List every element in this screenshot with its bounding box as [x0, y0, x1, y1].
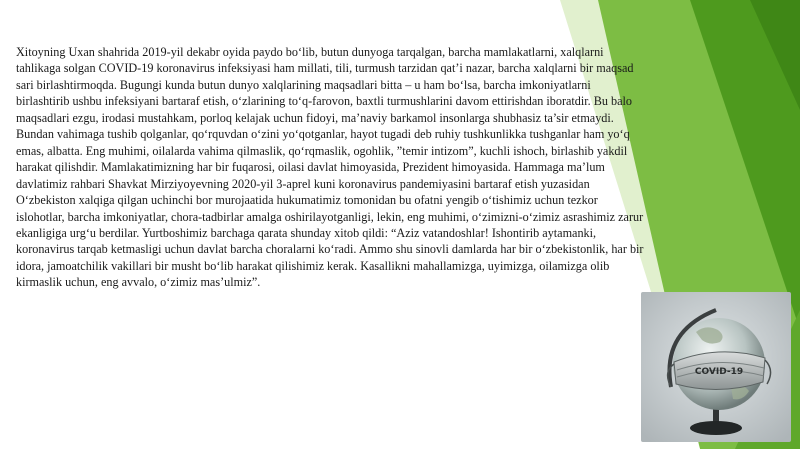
- slide-body-text: Xitoyning Uxan shahrida 2019-yil dekabr oyida paydo bo‘lib, butun dunyoga tarqalgan, barcha mamlakatlarni, xalqlarni tahlikaga solgan COVID-19 koronavirus infeksiyasi ham millati, tili, turmush tarzidan qat’i nazar, barcha xalqlarni bir maqsad sari birlashtirmoqda. Bugungi kunda butun dunyo xalqlarining maqsadlari bitta – u ham bo‘lsa, barcha imkoniyatlarni birlashtirib ushbu infeksiyani bartaraf etish, o‘zlarining to‘q-farovon, baxtli turmushlarini davom ettirishdan iboratdir. Bu balo maqsadlari ezgu, irodasi mustahkam, porloq kelajak uchun fidoyi, ma’naviy barkamol insonlarga shubhasiz ta’sir etmaydi. Bundan vahimaga tushib qolganlar, qo‘rquvdan o‘zini yo‘qotganlar, hayot tugadi deb ruhiy tushkunlikka tushganlar ham yo‘q emas, albatta. Eng muhimi, oilalarda vahima qilmaslik, qo‘rqmaslik, ogohlik, ”temir intizom”, kuchli ishoch, birlashib yakdil harakat qilishdir. Mamlakatimizning har bir fuqarosi, oilasi davlat himoyasida, Prezident himoyasida. Hammaga ma’lum davlatimiz rahbari Shavkat Mirziyoyevning 2020-yil 3-aprel kuni koronavirus pandemiyasini bartaraf etish yuzasidan O‘zbekiston xalqiga qilgan uchinchi bor murojaatida hukumatimiz tomonidan bu ofatni yengib o‘tishimiz uchun tezkor islohotlar, barcha imkoniyatlar, chora-tadbirlar amalga oshirilayotganligi, lekin, eng muhimi, o‘zimizni-o‘zimiz asrashimiz zarur ekanligiga urg‘u berdilar. Yurtboshimiz barchaga qarata shunday xitob qildi: “Aziz vatandoshlar! Ishontirib aytamanki, koronavirus tarqab ketmasligi uchun davlat barcha choralarni ko‘radi. Ammo shu sinovli damlarda har bir o‘zbekistonlik, har bir idora, jamoatchilik vakillari bir musht bo‘lib harakat qilishimiz kerak. Kasallikni mahallamizga, uyimizga, oilamizga olib kirmaslik uchun, eng avvalo, o‘zimiz mas’ulmiz”.: [16, 45, 644, 290]
- globe-stand-base: [690, 421, 742, 435]
- mask-sign-text: COVID-19: [694, 367, 744, 377]
- covid-globe-photo: [641, 292, 791, 442]
